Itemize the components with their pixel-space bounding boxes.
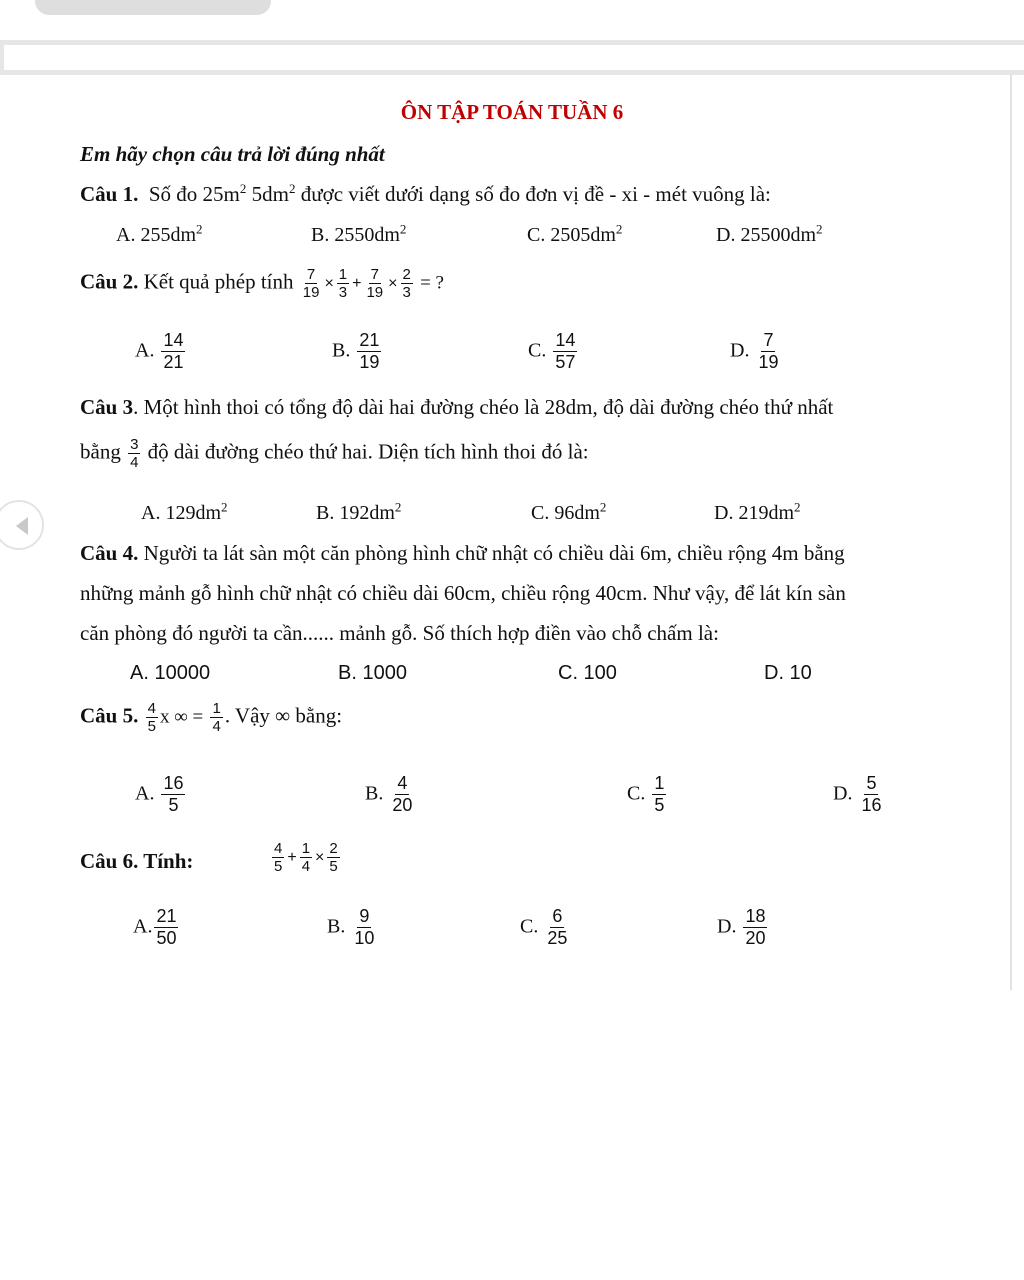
question-2 [80,266,444,302]
option-letter: C. [627,782,646,805]
superscript: 2 [615,221,623,237]
option-letter: B. [365,782,384,805]
q1-option-c[interactable] [527,221,623,247]
fraction [210,700,222,736]
numerator: 1 [654,773,665,793]
instruction: Em hãy chọn câu trả lời đúng nhất [80,142,385,166]
q2-option-a[interactable] [135,330,187,372]
option-text: A. 129dm [141,502,221,524]
q3-option-d[interactable] [714,499,801,525]
denominator: 21 [163,351,184,372]
fraction [652,773,666,815]
q3-option-c[interactable] [531,499,607,525]
denominator: 5 [274,858,283,876]
times-sign: × [315,849,325,867]
question-4-line-3: căn phòng đó người ta cần...... mảnh gỗ. Số thích hợp điền vào chỗ chấm là: [80,621,719,645]
question-label: Câu 4. [80,541,139,565]
q6-option-d[interactable] [717,906,769,948]
option-letter: B. [327,915,346,938]
numerator: 4 [274,840,283,857]
fraction [859,773,883,815]
q5-option-d[interactable] [833,773,885,815]
question-text: . Một hình thoi có tổng độ dài hai đường chéo là 28dm, độ dài đường chéo thứ nhất [133,395,834,419]
q1-option-b[interactable] [311,221,407,247]
question-text: bằng [80,439,121,464]
denominator: 19 [366,284,384,302]
fraction [128,436,140,472]
option-letter: A. [135,782,155,805]
denominator: 20 [392,794,413,815]
numerator: 1 [301,840,311,857]
plus-sign: + [352,275,362,293]
numerator: 1 [338,266,348,283]
numerator: 21 [359,330,380,350]
superscript: 2 [196,221,203,237]
q2-option-b[interactable] [332,330,383,372]
question-text: được viết dưới dạng số đo đơn vị đề - xi - mét vuông là: [295,182,771,206]
question-text: Người ta lát sàn một căn phòng hình chữ nhật có chiều dài 6m, chiều rộng 4m bằng [138,541,845,565]
q5-option-b[interactable] [365,773,416,815]
denominator: 5 [168,794,179,815]
q3-option-a[interactable] [141,499,228,525]
numerator: 9 [359,906,370,926]
option-text: C. 96dm [531,502,600,524]
fraction [337,266,349,302]
denominator: 19 [758,351,779,372]
fraction [154,906,178,948]
question-1 [80,182,771,207]
question-label: Câu 5. [80,703,139,728]
question-label: Câu 1. [80,182,139,206]
question-3-line-2 [80,436,589,472]
superscript: 2 [221,499,228,515]
denominator: 57 [555,351,576,372]
option-text: B. 192dm [316,502,395,524]
fraction [357,330,381,372]
question-label: Câu 2. [80,269,139,294]
question-5 [80,700,342,736]
option-letter: D. [717,915,737,938]
numerator: 7 [370,266,379,283]
q2-option-d[interactable] [730,330,782,372]
denominator: 10 [354,927,375,948]
q4-option-a[interactable]: A. 10000 [130,662,211,684]
question-text: độ dài đường chéo thứ hai. Diện tích hình thoi đó là: [147,439,589,464]
denominator: 19 [359,351,380,372]
numerator: 7 [306,266,316,283]
question-label: Câu 6. Tính: [80,849,194,873]
option-letter: C. [528,339,547,362]
superscript: 2 [599,499,607,515]
numerator: 2 [329,840,338,857]
chevron-left-icon [16,517,28,535]
numerator: 4 [397,773,408,793]
denominator: 4 [301,858,311,876]
q5-option-a[interactable] [135,773,187,815]
fraction [756,330,780,372]
question-text: x ∞ = [159,706,204,728]
superscript: 2 [394,499,402,515]
denominator: 5 [329,858,338,876]
denominator: 4 [130,454,139,472]
numerator: 5 [866,773,877,793]
option-text: D. 219dm [714,502,794,524]
q4-option-d[interactable]: D. 10 [764,662,812,684]
superscript: 2 [816,221,823,237]
toolbar-divider-top [0,40,1024,45]
numerator: 2 [402,266,411,283]
fraction [545,906,569,948]
fraction [401,266,413,302]
toolbar-divider-bottom [0,70,1024,75]
option-text: A. 255dm [116,224,196,246]
top-tab-pill[interactable] [35,0,271,15]
fraction [272,840,284,876]
question-3 [80,395,833,420]
option-text: B. 2550dm [311,224,400,246]
numerator: 21 [156,906,177,926]
denominator: 25 [547,927,568,948]
option-text: C. 2505dm [527,224,616,246]
fraction [743,906,767,948]
numerator: 3 [130,436,139,453]
fraction [300,840,312,876]
q4-option-c[interactable]: C. 100 [558,662,617,684]
denominator: 5 [654,794,665,815]
denominator: 50 [156,927,177,948]
q2-option-c[interactable] [528,330,579,372]
question-text: . Vậy ∞ bằng: [224,703,343,728]
equals-question: = ? [420,272,444,294]
q6-option-b[interactable] [327,906,378,948]
question-6-expression [270,840,342,876]
option-letter: B. [332,339,351,362]
denominator: 16 [861,794,882,815]
q6-option-a[interactable] [133,906,180,948]
superscript: 2 [794,499,801,515]
denominator: 3 [402,284,411,302]
option-letter: D. [833,782,853,805]
numerator: 14 [555,330,576,350]
numerator: 1 [212,700,221,717]
q3-option-b[interactable] [316,499,402,525]
fraction [364,266,385,302]
numerator: 18 [745,906,766,926]
superscript: 2 [239,181,247,196]
numerator: 14 [163,330,184,350]
numerator: 4 [147,700,156,717]
q1-option-a[interactable] [116,221,203,247]
fraction [352,906,376,948]
denominator: 3 [338,284,348,302]
q5-option-c[interactable] [627,773,668,815]
numerator: 6 [552,906,563,926]
previous-page-button[interactable] [0,500,44,550]
question-6 [80,849,193,874]
numerator: 7 [763,330,774,350]
fraction [301,266,322,302]
question-text: Số đo 25m [148,182,240,206]
fraction [553,330,577,372]
numerator: 16 [163,773,184,793]
option-letter: C. [520,915,539,938]
fraction [327,840,339,876]
question-4 [80,541,845,566]
times-sign: × [388,275,398,293]
fraction [146,700,158,736]
fraction [161,773,185,815]
fraction [390,773,414,815]
denominator: 20 [745,927,766,948]
denominator: 4 [212,718,221,736]
option-letter: A. [135,339,155,362]
question-text: Kết quả phép tính [138,269,294,294]
superscript: 2 [399,221,407,237]
question-4-line-2: những mảnh gỗ hình chữ nhật có chiều dài 60cm, chiều rộng 40cm. Như vậy, để lát kín sàn [80,581,846,605]
option-letter: A. [133,915,153,938]
question-label: Câu 3 [80,395,134,419]
superscript: 2 [288,181,296,196]
fraction [161,330,185,372]
question-text: 5dm [246,182,289,206]
q1-option-d[interactable] [716,221,823,247]
page-right-edge [1010,75,1012,990]
page-title: ÔN TẬP TOÁN TUẦN 6 [400,100,624,124]
denominator: 5 [147,718,156,736]
option-letter: D. [730,339,750,362]
q4-option-b[interactable]: B. 1000 [338,662,407,684]
times-sign: × [324,275,334,293]
q6-option-c[interactable] [520,906,571,948]
denominator: 19 [302,284,320,302]
plus-sign: + [287,849,297,867]
option-text: D. 25500dm [716,224,816,246]
